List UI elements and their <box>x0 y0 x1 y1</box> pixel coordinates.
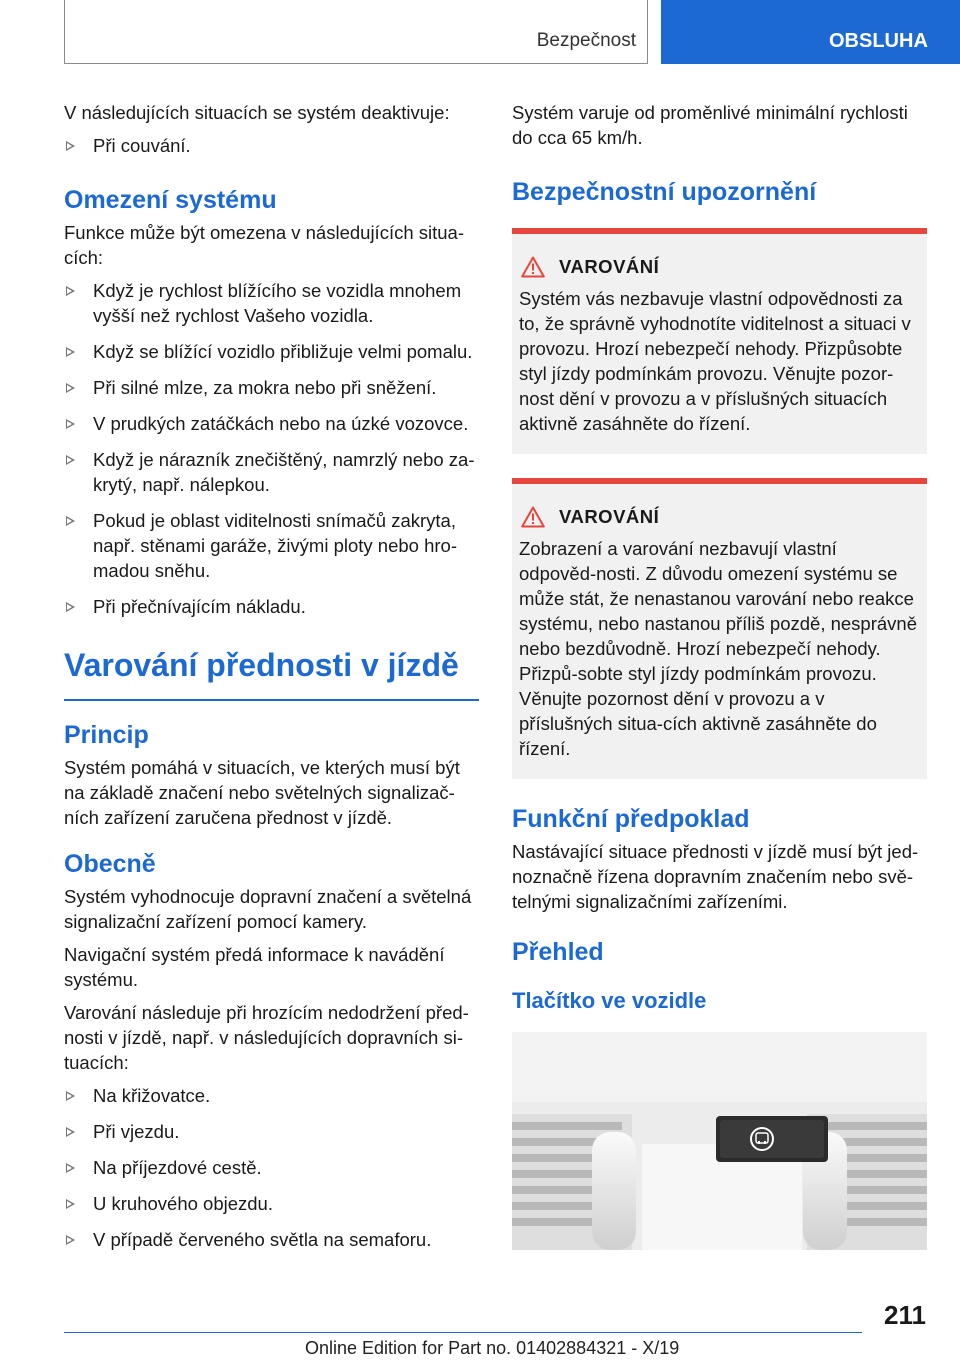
bullet-triangle-icon <box>66 286 75 296</box>
list-item: V prudkých zatáčkách nebo na úzké vozovce. <box>64 411 479 436</box>
warning-text: Zobrazení a varování nezbavují vlastní odpověd-nosti. Z důvodu omezení systému se může stát, že nenastanou varování nebo reakce systému, nebo nastanou příliš pozdě, nesprávně nebo bezdůvodně. Hrozí nebezpečí nehody. Přizpů-sobte styl jízdy podmínkám provozu. Věnujte pozornost dění v provozu a v příslušných situa-cích aktivně zasáhněte do řízení. <box>519 538 917 759</box>
warning-text: Systém vás nezbavuje vlastní odpovědnosti za to, že správně vyhodnotíte viditelnost a situaci v provozu. Hrozí nebezpečí nehody. Přizpůsobte styl jízdy podmínkám provozu. Věnujte pozor-nost dění v provozu a v příslušných situacích aktivně zasáhněte do řízení. <box>519 288 911 434</box>
bullet-triangle-icon <box>66 383 75 393</box>
bullet-triangle-icon <box>66 602 75 612</box>
heading-obecne: Obecně <box>64 850 156 878</box>
right-column <box>512 100 927 1250</box>
situations-list <box>64 1083 479 1252</box>
header-section-title: Bezpečnost <box>536 30 636 51</box>
warning-title: VAROVÁNÍ <box>521 506 919 528</box>
list-item: Pokud je oblast viditelnosti snímačů zakryta, např. stěnami garáže, živými ploty nebo hro-madou sněhu. <box>64 508 479 583</box>
obecne-text-1: Systém vyhodnocuje dopravní značení a světelná signalizační zařízení pomocí kamery. <box>64 886 472 932</box>
list-item: V případě červeného světla na semaforu. <box>64 1227 479 1252</box>
bullet-triangle-icon <box>66 347 75 357</box>
obecne-text-2: Navigační systém předá informace k navádění systému. <box>64 944 445 990</box>
list-item: Při přečnívajícím nákladu. <box>64 594 479 619</box>
speed-text: Systém varuje od proměnlivé minimální rychlosti do cca 65 km/h. <box>512 102 908 148</box>
header-chapter-tab[interactable] <box>661 0 960 64</box>
heading-princip: Princip <box>64 721 149 749</box>
limitations-list <box>64 278 479 619</box>
princip-text: Systém pomáhá v situacích, ve kterých musí být na základě značení nebo světelných signalizač-ních zařízení zaručena přednost v jízdě. <box>64 757 460 828</box>
heading-tlacitko: Tlačítko ve vozidle <box>512 988 707 1013</box>
warning-title: VAROVÁNÍ <box>521 256 919 278</box>
heading-bezpecnost: Bezpečnostní upozornění <box>512 178 817 206</box>
bullet-triangle-icon <box>66 1235 75 1245</box>
bullet-triangle-icon <box>66 1127 75 1137</box>
obecne-text-3: Varování následuje při hrozícím nedodržení před-nosti v jízdě, např. v následujících dopravních si-tuacích: <box>64 1002 469 1073</box>
footer-edition: Online Edition for Part no. 01402884321 - X/19 <box>305 1338 680 1358</box>
bullet-triangle-icon <box>66 1163 75 1173</box>
list-item: Na příjezdové cestě. <box>64 1155 479 1180</box>
bullet-triangle-icon <box>66 419 75 429</box>
bullet-triangle-icon <box>66 1091 75 1101</box>
left-column <box>64 100 479 1263</box>
heading-main: Varování přednosti v jízdě <box>64 645 479 701</box>
heading-omezeni: Omezení systému <box>64 186 277 214</box>
intro-text: V následujících situacích se systém deaktivuje: <box>64 102 450 123</box>
list-item: Při couvání. <box>64 133 479 158</box>
list-item: U kruhového objezdu. <box>64 1191 479 1216</box>
list-item: Při silné mlze, za mokra nebo při sněžení. <box>64 375 479 400</box>
bullet-triangle-icon <box>66 141 75 151</box>
heading-prehled: Přehled <box>512 938 604 966</box>
list-item: Když se blížící vozidlo přibližuje velmi pomalu. <box>64 339 479 364</box>
bullet-triangle-icon <box>66 516 75 526</box>
warning-box-1 <box>512 228 927 454</box>
footer-divider <box>64 1332 862 1333</box>
warning-triangle-icon <box>521 256 545 278</box>
bullet-triangle-icon <box>66 1199 75 1209</box>
warning-box-2 <box>512 478 927 779</box>
warning-triangle-icon <box>521 506 545 528</box>
heading-funkcni: Funkční předpoklad <box>512 805 750 833</box>
page-number: 211 <box>884 1300 926 1330</box>
list-item: Když je nárazník znečištěný, namrzlý nebo za-krytý, např. nálepkou. <box>64 447 479 497</box>
list-item: Když je rychlost blížícího se vozidla mnohem vyšší než rychlost Vašeho vozidla. <box>64 278 479 328</box>
header-chapter-label: OBSLUHA <box>829 29 928 52</box>
omezeni-text: Funkce může být omezena v následujících situa-cích: <box>64 222 464 268</box>
bullet-triangle-icon <box>66 455 75 465</box>
vehicle-button-illustration <box>512 1032 927 1250</box>
funkcni-text: Nastávající situace přednosti v jízdě musí být jed-noznačně řízena dopravním značením nebo svě-telnými signalizačními zařízeními. <box>512 841 919 912</box>
list-item: Na křižovatce. <box>64 1083 479 1108</box>
list-item: Při vjezdu. <box>64 1119 479 1144</box>
button-photo <box>512 1032 927 1250</box>
deactivation-list <box>64 133 479 158</box>
